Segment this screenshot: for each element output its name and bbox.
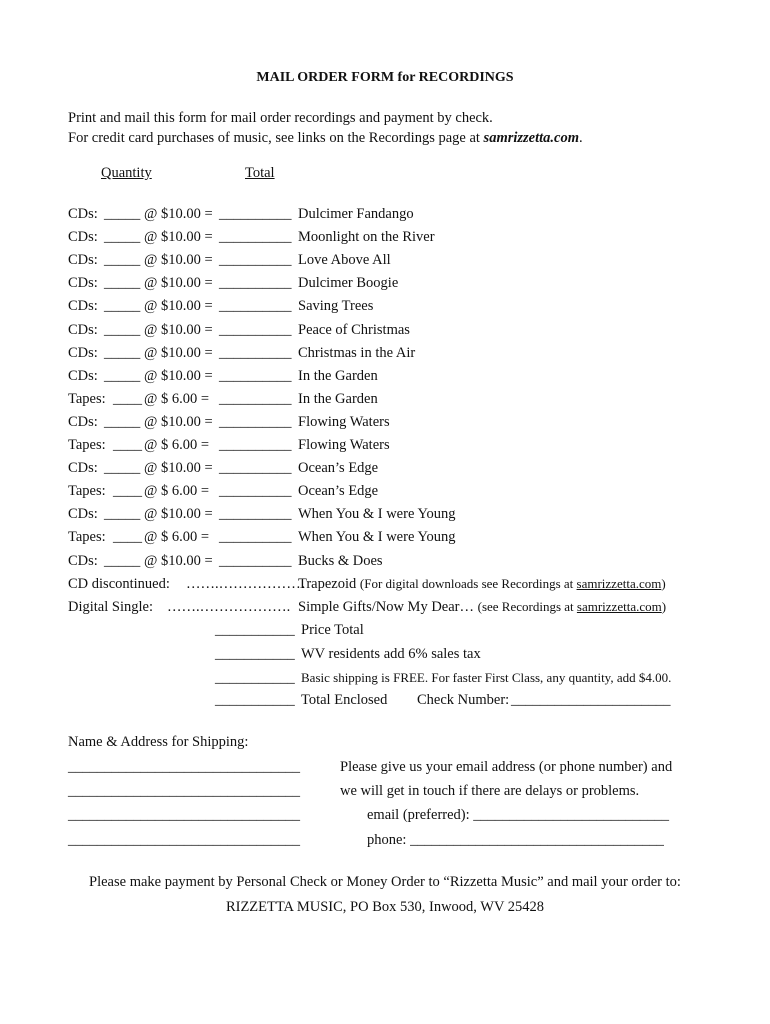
check-number-blank[interactable]: ______________________	[511, 692, 671, 708]
shipping-blank[interactable]: ___________	[215, 670, 295, 686]
item-total-blank[interactable]: __________	[219, 321, 292, 338]
item-unit-price: @ $ 6.00 =	[144, 529, 210, 546]
item-unit-price: @ $10.00 =	[144, 552, 213, 569]
intro-period: .	[579, 130, 583, 146]
item-format-label: CDs:	[68, 344, 98, 361]
item-format-label: Tapes:	[68, 529, 106, 546]
item-total-blank[interactable]: __________	[219, 367, 292, 384]
item-unit-price: @ $10.00 =	[144, 275, 213, 292]
item-quantity-blank[interactable]: ____	[113, 529, 142, 546]
price-total-label: Price Total	[301, 622, 364, 638]
address-line-4[interactable]: ________________________________	[68, 832, 300, 848]
discontinued-link[interactable]: samrizzetta.com	[576, 576, 662, 591]
total-header: Total	[245, 165, 275, 181]
item-format-label: CDs:	[68, 506, 98, 523]
contact-line-1: Please give us your email address (or phone number) and	[340, 759, 673, 775]
item-quantity-blank[interactable]: _____	[104, 367, 141, 384]
intro-text: For credit card purchases of music, see links on the Recordings page at	[68, 130, 484, 146]
intro-line-2	[68, 130, 583, 147]
item-total-blank[interactable]: __________	[219, 529, 292, 546]
total-enclosed-blank[interactable]: ___________	[215, 692, 295, 708]
item-format-label: CDs:	[68, 552, 98, 569]
item-quantity-blank[interactable]: _____	[104, 413, 141, 430]
item-album-title: Bucks & Does	[298, 552, 383, 569]
digital-single-note-text: (see Recordings at	[477, 599, 577, 614]
price-total-blank[interactable]: ___________	[215, 622, 295, 638]
digital-single-dots: …….……………….	[167, 599, 291, 615]
phone-field[interactable]: ___________________________________	[410, 832, 664, 848]
discontinued-note-end: )	[661, 576, 666, 591]
item-unit-price: @ $10.00 =	[144, 252, 213, 269]
item-format-label: CDs:	[68, 321, 98, 338]
item-album-title: When You & I were Young	[298, 506, 456, 523]
address-line-1[interactable]: ________________________________	[68, 759, 300, 775]
item-album-title: Love Above All	[298, 252, 391, 269]
tax-label: WV residents add 6% sales tax	[301, 646, 481, 662]
contact-line-2: we will get in touch if there are delays or problems.	[340, 783, 640, 799]
item-unit-price: @ $ 6.00 =	[144, 437, 210, 453]
item-album-title: Moonlight on the River	[298, 229, 435, 246]
item-quantity-blank[interactable]: _____	[104, 321, 141, 338]
item-album-title: In the Garden	[298, 390, 378, 407]
item-format-label: CDs:	[68, 206, 98, 222]
item-format-label: Tapes:	[68, 437, 106, 453]
item-total-blank[interactable]: __________	[219, 206, 292, 222]
item-album-title: Dulcimer Fandango	[298, 206, 414, 222]
item-album-title: Flowing Waters	[298, 437, 390, 453]
phone-label: phone:	[367, 832, 407, 848]
discontinued-title	[298, 576, 666, 593]
digital-single-note	[478, 599, 666, 614]
item-unit-price: @ $10.00 =	[144, 460, 213, 477]
item-album-title: Saving Trees	[298, 298, 374, 315]
quantity-header: Quantity	[101, 165, 152, 181]
tax-blank[interactable]: ___________	[215, 646, 295, 662]
item-total-blank[interactable]: __________	[219, 552, 292, 569]
intro-line-1: Print and mail this form for mail order recordings and payment by check.	[68, 110, 493, 126]
item-quantity-blank[interactable]: _____	[104, 552, 141, 569]
item-total-blank[interactable]: __________	[219, 344, 292, 361]
item-quantity-blank[interactable]: ____	[113, 483, 142, 500]
total-enclosed-label: Total Enclosed	[301, 692, 388, 708]
digital-single-album: Simple Gifts/Now My Dear…	[298, 599, 474, 615]
item-unit-price: @ $ 6.00 =	[144, 483, 210, 500]
email-row	[367, 807, 669, 824]
item-format-label: CDs:	[68, 367, 98, 384]
shipping-label: Basic shipping is FREE. For faster First Class, any quantity, add $4.00.	[301, 670, 672, 685]
digital-single-title	[298, 599, 666, 616]
item-album-title: In the Garden	[298, 367, 378, 384]
discontinued-label: CD discontinued:	[68, 576, 170, 592]
discontinued-note-text: (For digital downloads see Recordings at	[359, 576, 577, 591]
item-format-label: CDs:	[68, 252, 98, 269]
item-album-title: Dulcimer Boogie	[298, 275, 399, 292]
address-line-3[interactable]: ________________________________	[68, 807, 300, 823]
item-total-blank[interactable]: __________	[219, 483, 292, 500]
item-total-blank[interactable]: __________	[219, 252, 292, 269]
item-total-blank[interactable]: __________	[219, 413, 292, 430]
email-field[interactable]: ___________________________	[473, 807, 670, 823]
item-album-title: Peace of Christmas	[298, 321, 410, 338]
item-unit-price: @ $10.00 =	[144, 298, 213, 315]
digital-single-link[interactable]: samrizzetta.com	[576, 599, 662, 614]
item-unit-price: @ $10.00 =	[144, 367, 213, 384]
payment-instructions: Please make payment by Personal Check or Money Order to “Rizzetta Music” and mail your order to:	[89, 874, 681, 890]
item-quantity-blank[interactable]: _____	[104, 344, 141, 361]
item-unit-price: @ $10.00 =	[144, 344, 213, 361]
item-total-blank[interactable]: __________	[219, 229, 292, 246]
item-format-label: CDs:	[68, 229, 98, 246]
discontinued-album: Trapezoid	[298, 576, 357, 592]
item-total-blank[interactable]: __________	[219, 390, 292, 407]
item-quantity-blank[interactable]: _____	[104, 206, 141, 222]
mailing-address: RIZZETTA MUSIC, PO Box 530, Inwood, WV 25428	[225, 899, 545, 915]
item-format-label: CDs:	[68, 298, 98, 315]
item-album-title: Christmas in the Air	[298, 344, 416, 361]
item-quantity-blank[interactable]: _____	[104, 506, 141, 523]
item-total-blank[interactable]: __________	[219, 275, 292, 292]
item-quantity-blank[interactable]: _____	[104, 460, 141, 477]
item-unit-price: @ $10.00 =	[144, 229, 213, 246]
discontinued-note	[360, 576, 666, 591]
item-quantity-blank[interactable]: _____	[104, 298, 141, 315]
item-total-blank[interactable]: __________	[219, 437, 292, 453]
phone-row	[367, 832, 664, 849]
item-format-label: CDs:	[68, 460, 98, 477]
email-label: email (preferred):	[367, 807, 470, 823]
item-quantity-blank[interactable]: ____	[113, 437, 142, 453]
item-format-label: CDs:	[68, 275, 98, 292]
item-album-title: Ocean’s Edge	[298, 460, 379, 477]
item-unit-price: @ $10.00 =	[144, 413, 213, 430]
item-format-label: Tapes:	[68, 390, 106, 407]
form-title: MAIL ORDER FORM for RECORDINGS	[256, 70, 514, 85]
item-quantity-blank[interactable]: ____	[113, 390, 142, 407]
website-link[interactable]: samrizzetta.com	[483, 130, 580, 146]
check-number-label: Check Number:	[417, 692, 510, 708]
item-album-title: Flowing Waters	[298, 413, 390, 430]
item-format-label: Tapes:	[68, 483, 106, 500]
digital-single-label: Digital Single:	[68, 599, 153, 615]
item-quantity-blank[interactable]: _____	[104, 275, 141, 292]
item-unit-price: @ $10.00 =	[144, 506, 213, 523]
item-unit-price: @ $ 6.00 =	[144, 390, 210, 407]
item-total-blank[interactable]: __________	[219, 460, 292, 477]
item-quantity-blank[interactable]: _____	[104, 252, 141, 269]
shipping-address-label: Name & Address for Shipping:	[68, 734, 249, 750]
item-unit-price: @ $10.00 =	[144, 206, 213, 222]
digital-single-note-end: )	[661, 599, 667, 614]
address-line-2[interactable]: ________________________________	[68, 783, 300, 799]
item-total-blank[interactable]: __________	[219, 298, 292, 315]
item-album-title: Ocean’s Edge	[298, 483, 379, 500]
item-format-label: CDs:	[68, 413, 98, 430]
item-album-title: When You & I were Young	[298, 529, 456, 546]
item-unit-price: @ $10.00 =	[144, 321, 213, 338]
discontinued-dots: …….………………	[186, 576, 306, 592]
item-quantity-blank[interactable]: _____	[104, 229, 141, 246]
item-total-blank[interactable]: __________	[219, 506, 292, 523]
